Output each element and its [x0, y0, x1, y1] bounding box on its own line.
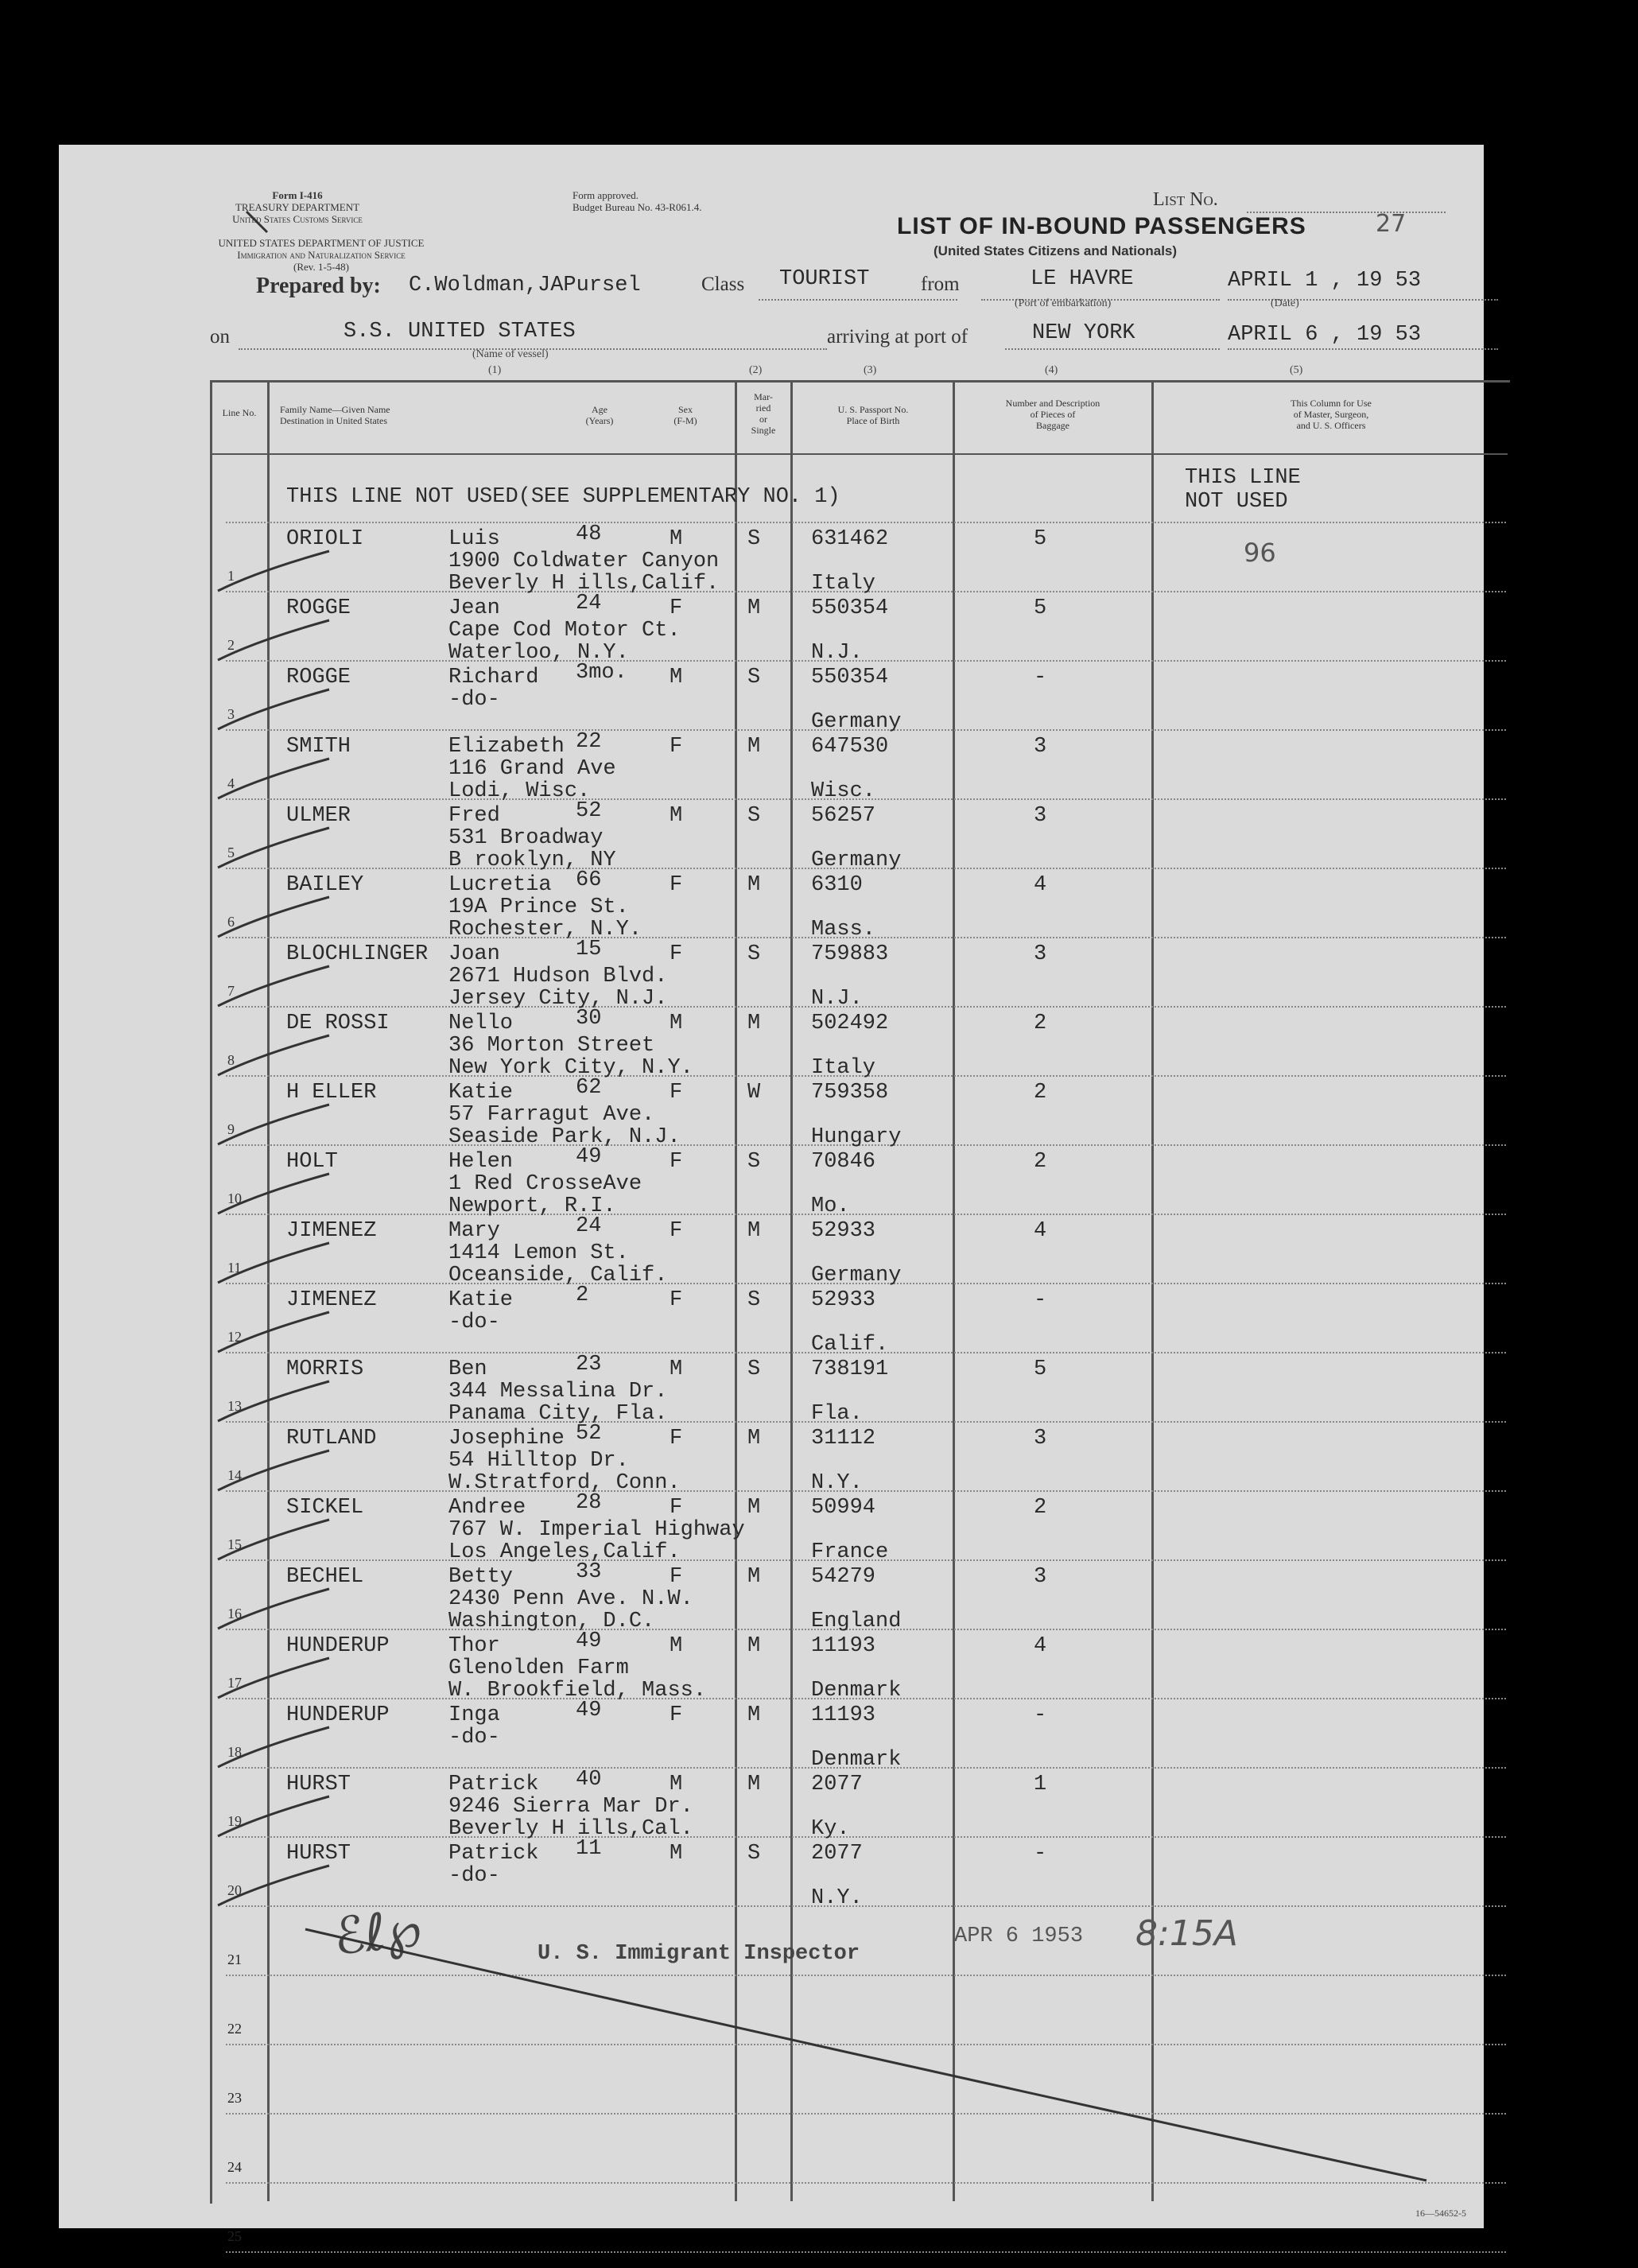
date-caption: (Date): [1271, 297, 1299, 309]
sex: F: [670, 873, 683, 897]
passport-number: 2077: [811, 1773, 863, 1796]
line-number: 25: [227, 2228, 242, 2244]
passport-number: 70846: [811, 1150, 876, 1174]
sex: F: [670, 1081, 683, 1105]
address-line-2: Newport, R.I.: [448, 1194, 616, 1218]
line-number: 14: [227, 1467, 242, 1483]
remarks-not-used: THIS LINE NOT USED: [1185, 466, 1301, 514]
baggage-count: 3: [1034, 1427, 1047, 1451]
address-line-1: 57 Farragut Ave.: [448, 1103, 655, 1127]
col-line-no: Line No.: [222, 407, 257, 418]
address-line-1: -do-: [448, 688, 500, 712]
marital-status: M: [747, 1012, 761, 1035]
line-number: 3: [227, 706, 235, 722]
given-name: Elizabeth: [448, 735, 565, 759]
vessel-caption: (Name of vessel): [472, 348, 549, 360]
marital-status: M: [747, 873, 761, 897]
family-name: SICKEL: [286, 1496, 364, 1520]
given-name: Jean: [448, 596, 500, 620]
place-of-birth: Italy: [811, 572, 876, 596]
col-num-1: (1): [488, 364, 502, 376]
family-name: HURST: [286, 1842, 351, 1866]
family-name: HUNDERUP: [286, 1703, 390, 1727]
age: 62: [576, 1076, 602, 1100]
sex: M: [670, 666, 683, 689]
sex: M: [670, 1357, 683, 1381]
address-line-1: Cape Cod Motor Ct.: [448, 619, 681, 643]
place-of-birth: N.J.: [811, 641, 863, 665]
passport-number: 11193: [811, 1703, 876, 1727]
line-number: 23: [227, 2090, 242, 2106]
age: 49: [576, 1629, 602, 1653]
age: 24: [576, 592, 602, 616]
baggage-count: 4: [1034, 1634, 1047, 1658]
form-number: Form I-416: [272, 189, 323, 201]
age: 24: [576, 1214, 602, 1238]
baggage-count: 5: [1034, 596, 1047, 620]
sex: M: [670, 804, 683, 828]
address-line-1: 1 Red CrosseAve: [448, 1172, 642, 1196]
line-number: 20: [227, 1882, 242, 1898]
place-of-birth: Hungary: [811, 1125, 902, 1149]
line-number: 18: [227, 1744, 242, 1760]
line-number: 10: [227, 1190, 242, 1206]
list-no-label: List No.: [1153, 189, 1218, 210]
marital-status: M: [747, 1219, 761, 1243]
marital-status: S: [747, 527, 761, 551]
address-line-1: 36 Morton Street: [448, 1034, 655, 1058]
place-of-birth: Ky.: [811, 1817, 850, 1841]
line-number: 5: [227, 845, 235, 860]
family-name: ROGGE: [286, 666, 351, 689]
age: 49: [576, 1699, 602, 1722]
age: 66: [576, 868, 602, 892]
col-age: Age (Years): [585, 404, 614, 426]
place-of-birth: Denmark: [811, 1679, 902, 1703]
address-line-1: 1900 Coldwater Canyon: [448, 550, 720, 573]
passport-number: 52933: [811, 1219, 876, 1243]
budget-bureau: Budget Bureau No. 43-R061.4.: [573, 201, 702, 213]
sex: F: [670, 735, 683, 759]
passport-number: 52933: [811, 1288, 876, 1312]
sex: F: [670, 1219, 683, 1243]
age: 3mo.: [576, 661, 627, 685]
sex: F: [670, 1703, 683, 1727]
baggage-count: 3: [1034, 1565, 1047, 1589]
given-name: Mary: [448, 1219, 500, 1243]
marital-status: S: [747, 804, 761, 828]
place-of-birth: England: [811, 1610, 902, 1633]
page-title: LIST OF IN-BOUND PASSENGERS: [897, 213, 1306, 239]
marital-status: S: [747, 666, 761, 689]
given-name: Joan: [448, 942, 500, 966]
list-number: 27: [1376, 210, 1407, 238]
family-name: SMITH: [286, 735, 351, 759]
sex: M: [670, 527, 683, 551]
passport-number: 647530: [811, 735, 889, 759]
place-of-birth: France: [811, 1540, 889, 1564]
given-name: Patrick: [448, 1842, 539, 1866]
col-num-3: (3): [864, 364, 877, 376]
marital-status: M: [747, 1427, 761, 1451]
baggage-count: 4: [1034, 873, 1047, 897]
address-line-1: 767 W. Imperial Highway: [448, 1518, 745, 1542]
line-number: 21: [227, 1951, 242, 1967]
given-name: Lucretia: [448, 873, 552, 897]
family-name: HUNDERUP: [286, 1634, 390, 1658]
address-line-1: 2671 Hudson Blvd.: [448, 965, 668, 988]
place-of-birth: Germany: [811, 849, 902, 872]
col-married: Mar- ried or Single: [751, 391, 776, 436]
line-number: 24: [227, 2159, 242, 2175]
address-line-1: 531 Broadway: [448, 826, 604, 850]
line-number: 4: [227, 775, 235, 791]
ins-service: Immigration and Naturalization Service: [237, 249, 406, 261]
family-name: RUTLAND: [286, 1427, 377, 1451]
sex: F: [670, 1288, 683, 1312]
marital-status: M: [747, 1565, 761, 1589]
place-of-birth: Germany: [811, 1264, 902, 1287]
age: 15: [576, 938, 602, 961]
sex: F: [670, 1496, 683, 1520]
line-number: 7: [227, 983, 235, 999]
marital-status: M: [747, 1703, 761, 1727]
place-of-birth: Italy: [811, 1056, 876, 1080]
baggage-count: -: [1034, 1703, 1047, 1727]
marital-status: S: [747, 1357, 761, 1381]
line-number: 13: [227, 1398, 242, 1414]
age: 28: [576, 1491, 602, 1515]
place-of-birth: Wisc.: [811, 779, 876, 803]
place-of-birth: Mo.: [811, 1194, 850, 1218]
given-name: Katie: [448, 1288, 514, 1312]
baggage-count: 2: [1034, 1496, 1047, 1520]
address-line-2: Oceanside, Calif.: [448, 1264, 668, 1287]
col-sex: Sex (F-M): [673, 404, 697, 426]
age: 2: [576, 1284, 589, 1307]
baggage-count: -: [1034, 666, 1047, 689]
sex: F: [670, 596, 683, 620]
place-of-birth: Denmark: [811, 1748, 902, 1772]
age: 11: [576, 1837, 602, 1861]
baggage-count: 5: [1034, 1357, 1047, 1381]
line-number: 16: [227, 1606, 242, 1621]
marital-status: M: [747, 596, 761, 620]
address-line-1: 344 Messalina Dr.: [448, 1380, 668, 1404]
age: 33: [576, 1560, 602, 1584]
address-line-1: 116 Grand Ave: [448, 757, 616, 781]
given-name: Luis: [448, 527, 500, 551]
place-of-birth: Mass.: [811, 918, 876, 942]
given-name: Nello: [448, 1012, 514, 1035]
passport-number: 759358: [811, 1081, 889, 1105]
departure-date: APRIL 1 , 19 53: [1228, 269, 1422, 293]
sex: M: [670, 1773, 683, 1796]
on-label: on: [210, 326, 230, 348]
page-subtitle: (United States Citizens and Nationals): [934, 243, 1178, 258]
justice-dept: UNITED STATES DEPARTMENT OF JUSTICE: [218, 237, 425, 249]
marital-status: M: [747, 1773, 761, 1796]
family-name: H ELLER: [286, 1081, 377, 1105]
age: 30: [576, 1007, 602, 1031]
line-number: 11: [227, 1260, 242, 1276]
passport-number: 2077: [811, 1842, 863, 1866]
place-of-birth: Germany: [811, 710, 902, 734]
line-number: 9: [227, 1121, 235, 1137]
sex: M: [670, 1634, 683, 1658]
address-line-2: Panama City, Fla.: [448, 1402, 668, 1426]
from-label: from: [921, 274, 960, 295]
age: 52: [576, 1422, 602, 1446]
passport-number: 6310: [811, 873, 863, 897]
address-line-1: 2430 Penn Ave. N.W.: [448, 1587, 693, 1611]
class-value: TOURIST: [779, 267, 870, 291]
given-name: Thor: [448, 1634, 500, 1658]
prepared-by-label: Prepared by:: [256, 274, 381, 298]
port-of-embarkation: LE HAVRE: [1031, 267, 1134, 291]
sex: F: [670, 1427, 683, 1451]
passport-number: 550354: [811, 596, 889, 620]
address-line-2: Waterloo, N.Y.: [448, 641, 629, 665]
line-number: 19: [227, 1813, 242, 1829]
line-number: 22: [227, 2021, 242, 2037]
passport-number: 56257: [811, 804, 876, 828]
col-remarks: This Column for Use of Master, Surgeon, and U. S. Officers: [1291, 398, 1372, 431]
baggage-count: 2: [1034, 1081, 1047, 1105]
family-name: BECHEL: [286, 1565, 364, 1589]
address-line-2: New York City, N.Y.: [448, 1056, 693, 1080]
arrival-port: NEW YORK: [1032, 321, 1135, 345]
passport-number: 550354: [811, 666, 889, 689]
address-line-2: Los Angeles,Calif.: [448, 1540, 681, 1564]
customs-service: United States Customs Service: [232, 213, 363, 225]
address-line-2: W. Brookfield, Mass.: [448, 1679, 707, 1703]
address-line-1: 1414 Lemon St.: [448, 1241, 629, 1265]
baggage-count: 4: [1034, 1219, 1047, 1243]
col-num-4: (4): [1045, 364, 1058, 376]
family-name: HOLT: [286, 1150, 338, 1174]
given-name: Katie: [448, 1081, 514, 1105]
col-baggage: Number and Description of Pieces of Baggage: [1005, 398, 1100, 431]
age: 49: [576, 1145, 602, 1169]
family-name: ULMER: [286, 804, 351, 828]
baggage-count: 3: [1034, 804, 1047, 828]
col-name: Family Name—Given Name Destination in United States: [280, 404, 390, 426]
cancel-stroke: [59, 145, 1484, 2228]
address-line-1: 54 Hilltop Dr.: [448, 1449, 629, 1473]
baggage-count: 3: [1034, 735, 1047, 759]
family-name: MORRIS: [286, 1357, 364, 1381]
address-line-2: Washington, D.C.: [448, 1610, 655, 1633]
place-of-birth: Calif.: [811, 1333, 889, 1357]
inspection-stamp-date: APR 6 1953: [954, 1924, 1084, 1948]
address-line-2: Lodi, Wisc.: [448, 779, 591, 803]
inspector-label: U. S. Immigrant Inspector: [538, 1942, 860, 1966]
given-name: Andree: [448, 1496, 526, 1520]
passport-number: 50994: [811, 1496, 876, 1520]
baggage-count: 2: [1034, 1012, 1047, 1035]
col-num-5: (5): [1290, 364, 1303, 376]
treasury-dept: TREASURY DEPARTMENT: [235, 201, 360, 213]
place-of-birth: N.J.: [811, 987, 863, 1011]
family-name: JIMENEZ: [286, 1288, 377, 1312]
place-of-birth: Fla.: [811, 1402, 863, 1426]
passport-number: 738191: [811, 1357, 889, 1381]
marital-status: S: [747, 942, 761, 966]
address-line-1: -do-: [448, 1864, 500, 1888]
marital-status: M: [747, 1634, 761, 1658]
address-line-2: Seaside Park, N.J.: [448, 1125, 681, 1149]
line-number: 1: [227, 568, 235, 584]
given-name: Fred: [448, 804, 500, 828]
baggage-count: 5: [1034, 527, 1047, 551]
line-number: 12: [227, 1329, 242, 1345]
family-name: DE ROSSI: [286, 1012, 390, 1035]
passenger-manifest-page: [59, 145, 1484, 2244]
given-name: Patrick: [448, 1773, 539, 1796]
address-line-2: Jersey City, N.J.: [448, 987, 668, 1011]
inspection-time: 8:15A: [1135, 1913, 1238, 1954]
marital-status: S: [747, 1842, 761, 1866]
baggage-count: -: [1034, 1288, 1047, 1312]
family-name: BAILEY: [286, 873, 364, 897]
address-line-2: Rochester, N.Y.: [448, 918, 642, 942]
family-name: JIMENEZ: [286, 1219, 377, 1243]
line-number: 2: [227, 637, 235, 653]
sex: M: [670, 1842, 683, 1866]
address-line-2: Beverly H ills,Calif.: [448, 572, 720, 596]
address-line-1: -do-: [448, 1311, 500, 1334]
sex: M: [670, 1012, 683, 1035]
passport-number: 31112: [811, 1427, 876, 1451]
address-line-1: 19A Prince St.: [448, 895, 629, 919]
form-approved: Form approved.: [573, 189, 639, 201]
age: 23: [576, 1353, 602, 1377]
line-not-used: THIS LINE NOT USED(SEE SUPPLEMENTARY NO. 1): [286, 485, 840, 509]
marital-status: S: [747, 1150, 761, 1174]
place-of-birth: N.Y.: [811, 1886, 863, 1910]
baggage-count: 1: [1034, 1773, 1047, 1796]
class-label: Class: [701, 274, 745, 295]
given-name: Ben: [448, 1357, 487, 1381]
baggage-count: -: [1034, 1842, 1047, 1866]
address-line-1: Glenolden Farm: [448, 1656, 629, 1680]
given-name: Josephine: [448, 1427, 565, 1451]
age: 48: [576, 522, 602, 546]
address-line-2: Beverly H ills,Cal.: [448, 1817, 693, 1841]
family-name: BLOCHLINGER: [286, 942, 429, 966]
passport-number: 631462: [811, 527, 889, 551]
given-name: Betty: [448, 1565, 514, 1589]
port-caption: (Port of embarkation): [1015, 297, 1112, 309]
marital-status: W: [747, 1081, 761, 1105]
line-number: 6: [227, 914, 235, 930]
footer-code: 16—54652-5: [1415, 2208, 1466, 2219]
row-separator: [226, 2251, 1506, 2253]
address-line-1: 9246 Sierra Mar Dr.: [448, 1795, 693, 1819]
age: 52: [576, 799, 602, 823]
place-of-birth: N.Y.: [811, 1471, 863, 1495]
given-name: Richard: [448, 666, 539, 689]
family-name: ORIOLI: [286, 527, 364, 551]
marital-status: S: [747, 1288, 761, 1312]
age: 22: [576, 730, 602, 754]
family-name: HURST: [286, 1773, 351, 1796]
vessel-name: S.S. UNITED STATES: [344, 320, 576, 344]
address-line-2: B rooklyn, NY: [448, 849, 616, 872]
passport-number: 11193: [811, 1634, 876, 1658]
address-line-1: -do-: [448, 1726, 500, 1750]
sex: F: [670, 1565, 683, 1589]
baggage-count: 3: [1034, 942, 1047, 966]
remarks-96: 96: [1244, 538, 1276, 568]
col-passport: U. S. Passport No. Place of Birth: [837, 404, 909, 426]
age: 40: [576, 1768, 602, 1792]
marital-status: M: [747, 735, 761, 759]
given-name: Helen: [448, 1150, 514, 1174]
line-number: 17: [227, 1675, 242, 1691]
baggage-count: 2: [1034, 1150, 1047, 1174]
passport-number: 759883: [811, 942, 889, 966]
passport-number: 54279: [811, 1565, 876, 1589]
line-number: 15: [227, 1536, 242, 1552]
arrival-date: APRIL 6 , 19 53: [1228, 323, 1422, 347]
address-line-2: W.Stratford, Conn.: [448, 1471, 681, 1495]
sex: F: [670, 942, 683, 966]
arriving-label: arriving at port of: [827, 326, 968, 348]
passport-number: 502492: [811, 1012, 889, 1035]
line-number: 8: [227, 1052, 235, 1068]
col-num-2: (2): [749, 364, 763, 376]
prepared-by-value: C.Woldman,JAPursel: [409, 274, 641, 297]
revision: (Rev. 1-5-48): [293, 261, 349, 273]
family-name: ROGGE: [286, 596, 351, 620]
given-name: Inga: [448, 1703, 500, 1727]
marital-status: M: [747, 1496, 761, 1520]
sex: F: [670, 1150, 683, 1174]
inspector-signature: ℰℓ℘: [331, 1899, 425, 1967]
